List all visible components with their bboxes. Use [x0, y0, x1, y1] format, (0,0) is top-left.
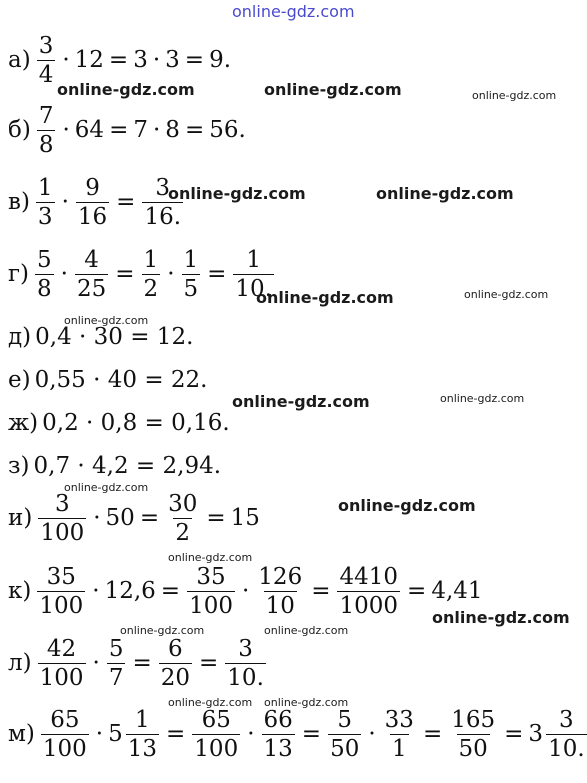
fraction: $\frac{66}{13}$ — [263, 707, 293, 763]
watermark: online-gdz.com — [64, 314, 149, 327]
watermark: online-gdz.com — [64, 481, 149, 494]
fraction: $\frac{1}{2}$ — [143, 247, 159, 303]
watermark: online-gdz.com — [120, 624, 205, 637]
fraction: $\frac{3}{4}$ — [38, 33, 54, 89]
fraction: $\frac{4}{25}$ — [76, 247, 107, 303]
watermark: online-gdz.com — [440, 392, 525, 405]
watermark: online-gdz.com — [432, 608, 570, 627]
problem-v: в) $\frac{1}{3}$ · $\frac{9}{16}$ = $\frac{3}{16.}$ — [8, 175, 182, 231]
problem-d — [8, 326, 193, 349]
fraction: $\frac{5}{50}$ — [330, 707, 360, 763]
watermark: online-gdz.com — [168, 551, 253, 564]
problem-g: г) $\frac{5}{8}$ · $\frac{4}{25}$ = $\frac{1}{2}$ · $\frac{1}{5}$ = $\frac{1}{10.}$ — [8, 247, 272, 303]
mixed-number: 5 $\frac{1}{13}$ — [108, 707, 158, 763]
item-label: ж) — [8, 410, 39, 436]
problem-zh — [8, 412, 230, 435]
item-label: м) — [8, 721, 35, 748]
fraction: $\frac{1}{3}$ — [37, 175, 53, 231]
fraction: $\frac{3}{16.}$ — [144, 175, 182, 231]
fraction: $\frac{35}{100}$ — [189, 564, 233, 620]
problem-z — [8, 455, 221, 478]
fraction: $\frac{3}{100}$ — [40, 491, 85, 547]
item-label: д) — [8, 324, 32, 350]
fraction: $\frac{1}{5}$ — [183, 247, 199, 303]
mixed-number: 3 $\frac{3}{10.}$ — [528, 707, 585, 763]
fraction: $\frac{65}{100}$ — [194, 707, 239, 763]
fraction: $\frac{7}{8}$ — [38, 103, 54, 159]
problem-i: и) $\frac{3}{100}$ · 50 = $\frac{30}{2}$ = 15 — [8, 491, 260, 547]
fraction: $\frac{6}{20}$ — [160, 636, 191, 692]
fraction: $\frac{42}{100}$ — [39, 636, 84, 692]
fraction: $\frac{5}{8}$ — [37, 247, 52, 303]
watermark: online-gdz.com — [168, 696, 253, 709]
problem-m: м) $\frac{65}{100}$ · 5 $\frac{1}{13}$ = $\frac{65}{100}$ · $\frac{66}{13}$ = $\frac{5}{50}$ · $\frac{33}{1}$ = $\frac{165}{50}$ = 3 $\frac{3}{10.}$ — [8, 708, 587, 761]
watermark: online-gdz.com — [57, 80, 195, 99]
problem-e — [8, 369, 207, 392]
watermark: online-gdz.com — [256, 288, 394, 307]
watermark: online-gdz.com — [472, 89, 557, 102]
expression: 0,2 · 0,8 = 0,16. — [42, 410, 230, 436]
fraction: $\frac{165}{50}$ — [451, 707, 496, 763]
problem-b: б) $\frac{7}{8}$ · 64 = 7 · 8 = 56. — [8, 103, 246, 159]
watermark: online-gdz.com — [264, 696, 349, 709]
watermark: online-gdz.com — [464, 288, 549, 301]
item-label: е) — [8, 367, 31, 393]
fraction: $\frac{4410}{1000}$ — [339, 564, 399, 620]
item-label: в) — [8, 189, 30, 216]
item-label: б) — [8, 117, 31, 144]
item-label: л) — [8, 650, 32, 677]
item-label: г) — [8, 261, 30, 288]
expression: 0,55 · 40 = 22. — [34, 367, 208, 393]
watermark: online-gdz.com — [376, 184, 514, 203]
fraction: $\frac{5}{7}$ — [108, 636, 124, 692]
watermark-top: online-gdz.com — [232, 2, 355, 21]
watermark: online-gdz.com — [264, 80, 402, 99]
watermark: online-gdz.com — [168, 184, 306, 203]
fraction: $\frac{126}{10}$ — [258, 564, 303, 620]
watermark: online-gdz.com — [338, 496, 476, 515]
item-label: а) — [8, 47, 31, 74]
problem-a: а) $\frac{3}{4}$ · 12 = 3 · 3 = 9. — [8, 33, 232, 89]
watermark: online-gdz.com — [264, 624, 349, 637]
fraction: $\frac{33}{1}$ — [384, 707, 414, 763]
fraction: $\frac{35}{100}$ — [39, 564, 84, 620]
watermark: online-gdz.com — [232, 392, 370, 411]
item-label: к) — [8, 578, 32, 605]
expression: 0,7 · 4,2 = 2,94. — [33, 453, 222, 479]
item-label: з) — [8, 453, 30, 479]
fraction: $\frac{65}{100}$ — [42, 707, 87, 763]
fraction: $\frac{9}{16}$ — [77, 175, 108, 231]
fraction: $\frac{30}{2}$ — [168, 491, 198, 547]
expression: 0,4 · 30 = 12. — [35, 324, 194, 350]
fraction: $\frac{1}{10.}$ — [235, 247, 272, 303]
problem-l: л) $\frac{42}{100}$ · $\frac{5}{7}$ = $\frac{6}{20}$ = $\frac{3}{10.}$ — [8, 636, 264, 692]
item-label: и) — [8, 505, 33, 532]
problem-k: к) $\frac{35}{100}$ · 12,6 = $\frac{35}{100}$ · $\frac{126}{10}$ = $\frac{4410}{1000}$ = 4,41 — [8, 564, 483, 620]
fraction: $\frac{3}{10.}$ — [227, 636, 264, 692]
